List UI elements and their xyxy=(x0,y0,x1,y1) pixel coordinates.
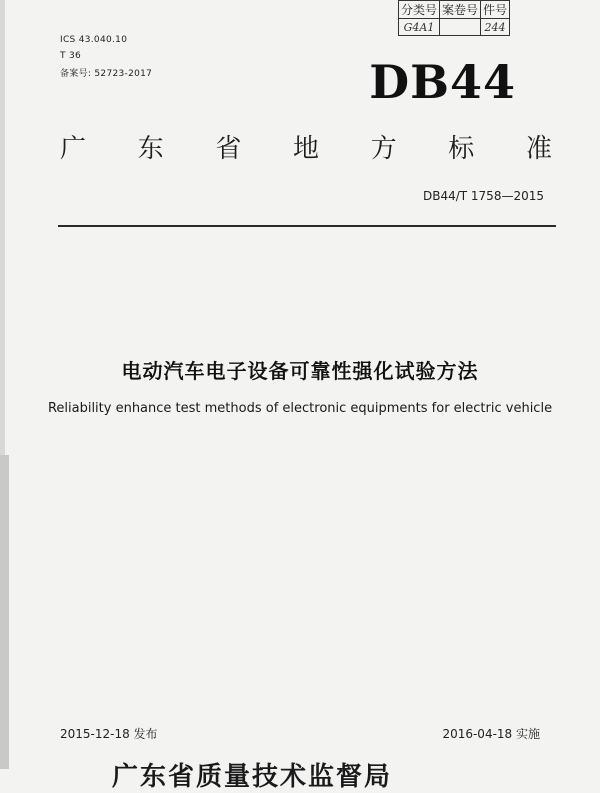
agency-title xyxy=(60,128,552,165)
stamp-label-volume: 案卷号 xyxy=(440,1,481,19)
ics-code: ICS 43.040.10 xyxy=(60,35,128,45)
agency-char: 东 xyxy=(137,134,164,164)
agency-char: 地 xyxy=(292,134,319,164)
stamp-label-item: 件号 xyxy=(481,1,510,19)
stamp-value-volume xyxy=(440,19,481,36)
standard-prefix: DB44 xyxy=(369,55,516,109)
scan-edge-shadow xyxy=(0,455,9,769)
filing-number: 备案号: 52723-2017 xyxy=(60,69,153,79)
issuing-agency: 广东省质量技术监督局 xyxy=(112,762,393,792)
agency-char: 标 xyxy=(448,134,475,164)
title-english: Reliability enhance test methods of electronic equipments for electric vehicle xyxy=(47,401,553,416)
category-code: T 36 xyxy=(60,51,82,61)
publish-date: 2015-12-18 发布 xyxy=(60,727,158,741)
stamp-value-item: 244 xyxy=(481,19,510,36)
agency-char: 广 xyxy=(60,134,87,164)
archive-stamp xyxy=(398,0,510,36)
agency-char: 准 xyxy=(525,134,552,164)
title-chinese: 电动汽车电子设备可靠性强化试验方法 xyxy=(121,359,479,383)
header-divider xyxy=(58,225,556,227)
agency-char: 省 xyxy=(215,134,242,164)
stamp-value-classification: G4A1 xyxy=(399,19,440,36)
standard-code: DB44/T 1758—2015 xyxy=(422,189,544,203)
agency-char: 方 xyxy=(370,134,397,164)
stamp-label-classification: 分类号 xyxy=(399,1,440,19)
effective-date: 2016-04-18 实施 xyxy=(442,727,540,741)
